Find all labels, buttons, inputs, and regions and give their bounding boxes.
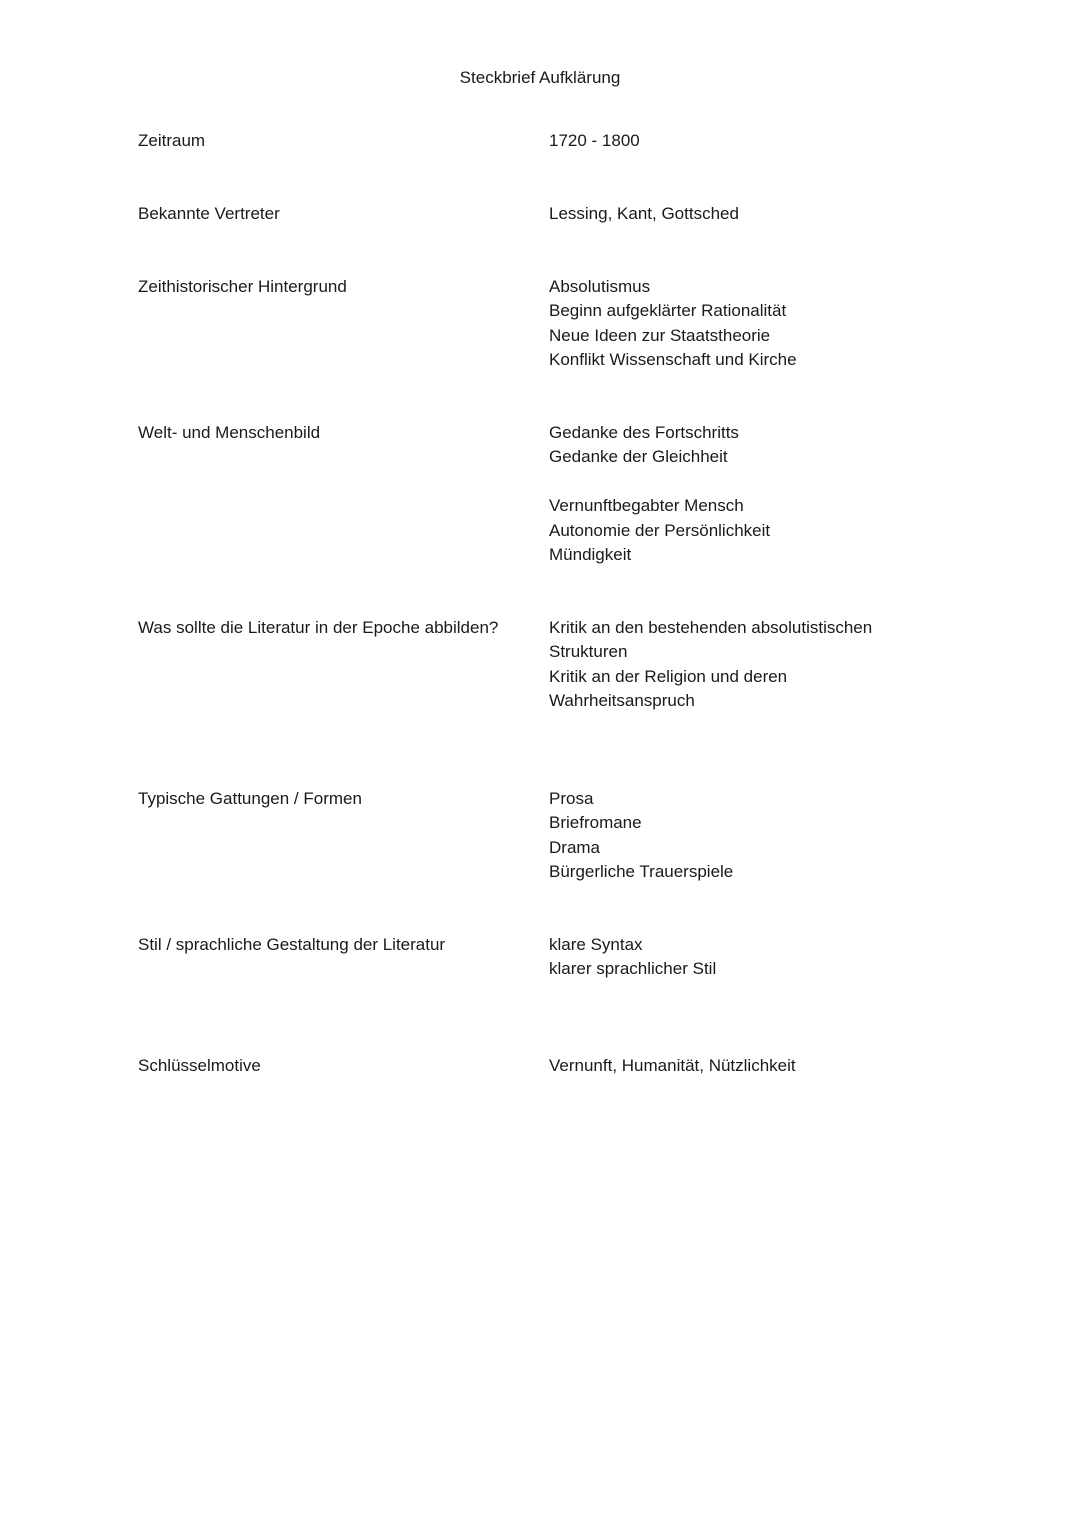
row-value (549, 275, 929, 373)
row-value (549, 1054, 929, 1078)
value-line: Strukturen (549, 642, 628, 662)
value-line: Kritik an den bestehenden absolutistischen (549, 618, 873, 637)
value-line: Bürgerliche Trauerspiele (549, 862, 734, 882)
row-label: Typische Gattungen / Formen (138, 789, 362, 808)
row-label: Stil / sprachliche Gestaltung der Literatur (138, 935, 446, 954)
value-line: Prosa (549, 789, 594, 808)
value-line: Neue Ideen zur Staatstheorie (549, 325, 771, 345)
value-line: Gedanke des Fortschritts (549, 423, 739, 442)
row-value (549, 787, 929, 885)
value-line: Beginn aufgeklärter Rationalität (549, 301, 787, 321)
value-line: 1720 - 1800 (549, 131, 640, 150)
value-line: Briefromane (549, 813, 642, 833)
value-line: Mündigkeit (549, 545, 632, 565)
row-label: Zeithistorischer Hintergrund (138, 277, 347, 296)
value-line: Konflikt Wissenschaft und Kirche (549, 350, 797, 370)
value-line: Kritik an der Religion und deren (549, 666, 788, 686)
value-line: Drama (549, 837, 601, 857)
row-value (549, 421, 929, 567)
row-value (549, 933, 929, 982)
value-line: Absolutismus (549, 277, 651, 296)
row-label: Bekannte Vertreter (138, 204, 280, 223)
page-title: Steckbrief Aufklärung (459, 68, 621, 87)
value-line: klarer sprachlicher Stil (549, 959, 717, 979)
row-label: Welt- und Menschenbild (138, 423, 321, 442)
row-value (549, 129, 929, 153)
value-line: Gedanke der Gleichheit (549, 447, 728, 467)
value-line: Vernunftbegabter Mensch (549, 496, 744, 516)
row-label: Schlüsselmotive (138, 1056, 261, 1075)
row-label: Zeitraum (138, 131, 206, 150)
value-line: Vernunft, Humanität, Nützlichkeit (549, 1056, 796, 1075)
value-line-blank (549, 470, 929, 494)
value-line: Autonomie der Persönlichkeit (549, 520, 771, 540)
row-value (549, 616, 929, 714)
row-value (549, 202, 929, 226)
row-label: Was sollte die Literatur in der Epoche abbilden? (138, 618, 499, 637)
value-line: klare Syntax (549, 935, 643, 954)
value-line: Lessing, Kant, Gottsched (549, 204, 739, 223)
value-line: Wahrheitsanspruch (549, 691, 695, 711)
